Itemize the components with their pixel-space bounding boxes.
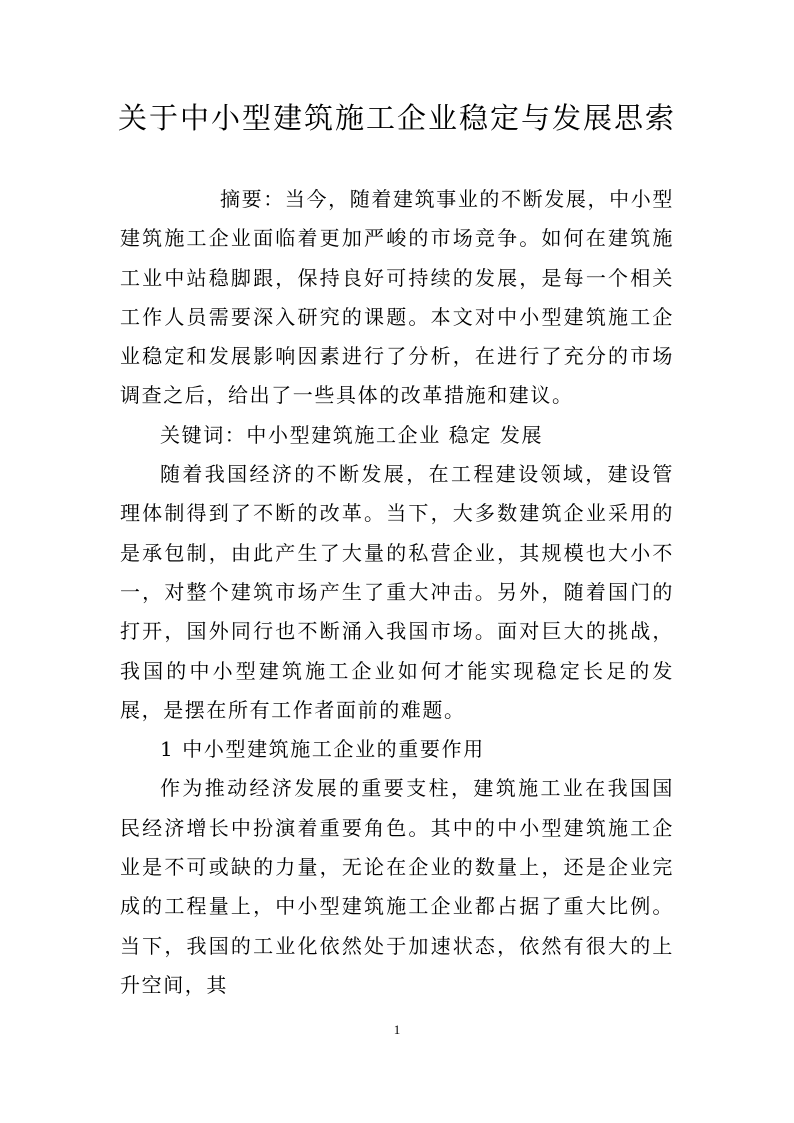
document-title: 关于中小型建筑施工企业稳定与发展思索 <box>117 101 676 135</box>
keywords-paragraph: 关键词：中小型建筑施工企业 稳定 发展 <box>160 422 544 447</box>
abstract-paragraph: 摘要：当今，随着建筑事业的不断发展，中小型建筑施工企业面临着更加严峻的市场竞争。如何在建筑施工业中站稳脚跟，保持良好可持续的发展，是每一个相关工作人员需要深入研究的课题。本文对中小型建筑施工企业稳定和发展影响因素进行了分析，在进行了充分的市场调查之后，给出了一些具体的改革措施和建议。 <box>120 187 674 408</box>
section-heading-1: 1 中小型建筑施工企业的重要作用 <box>160 737 485 762</box>
document-body <box>120 180 674 1005</box>
intro-paragraph: 随着我国经济的不断发展，在工程建设领域，建设管理体制得到了不断的改革。当下，大多数建筑企业采用的是承包制，由此产生了大量的私营企业，其规模也大小不一，对整个建筑市场产生了重大冲击。另外，随着国门的打开，国外同行也不断涌入我国市场。面对巨大的挑战，我国的中小型建筑施工企业如何才能实现稳定长足的发展，是摆在所有工作者面前的难题。 <box>120 462 674 722</box>
page-number: 1 <box>393 1022 401 1037</box>
section-1-paragraph: 作为推动经济发展的重要支柱，建筑施工业在我国国民经济增长中扮演着重要角色。其中的中小型建筑施工企业是不可或缺的力量，无论在企业的数量上，还是企业完成的工程量上，中小型建筑施工企业都占据了重大比例。当下，我国的工业化依然处于加速状态，依然有很大的上升空间，其 <box>120 776 674 997</box>
